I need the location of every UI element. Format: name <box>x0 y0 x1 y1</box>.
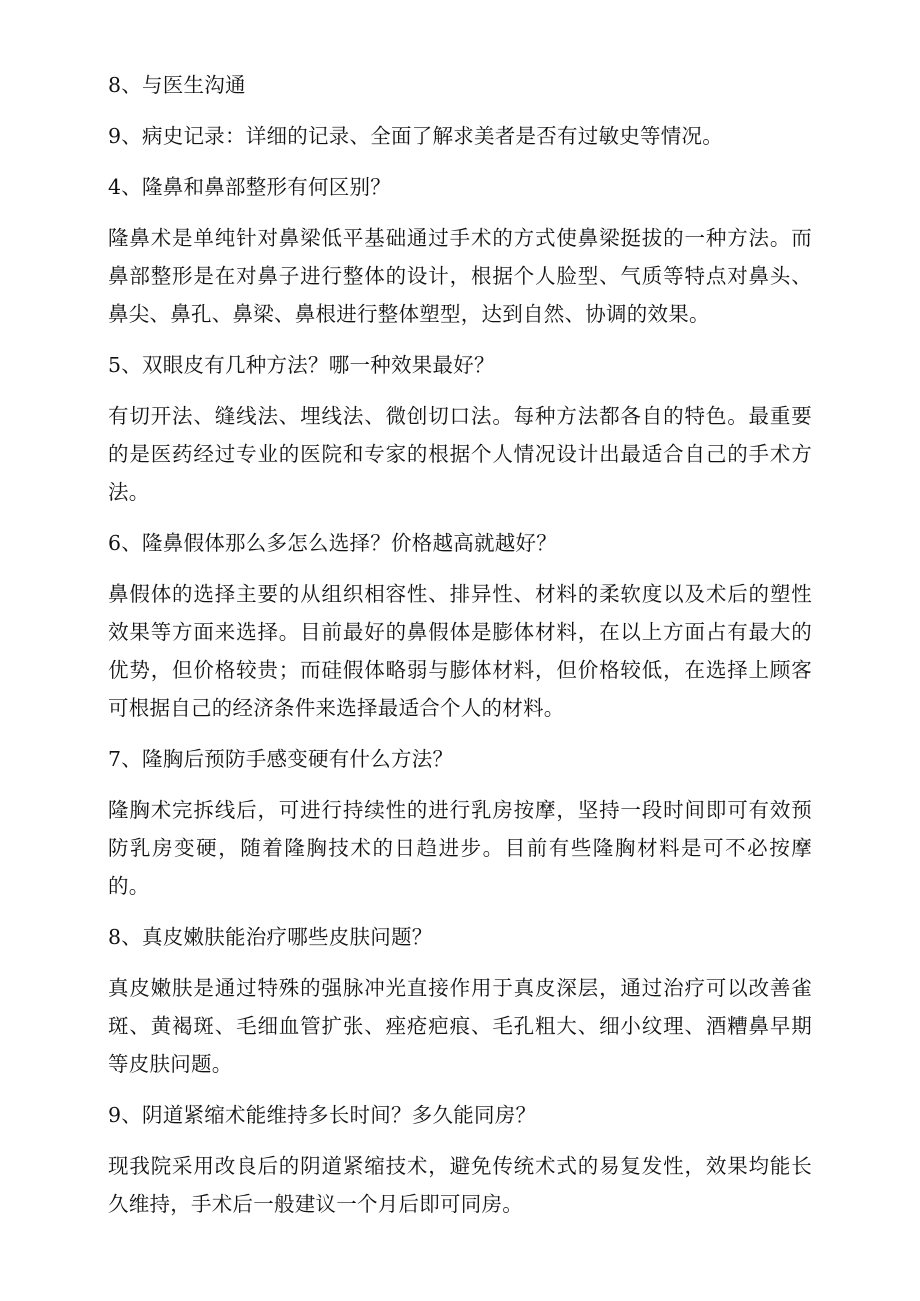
question-4: 4、隆鼻和鼻部整形有何区别？ <box>108 175 392 199</box>
answer-9: 现我院采用改良后的阴道紧缩技术，避免传统术式的易复发性，效果均能长久维持，手术后一般建议一个月后即可同房。 <box>108 1154 812 1216</box>
question-8: 8、真皮嫩肤能治疗哪些皮肤问题？ <box>108 925 433 949</box>
list-item-communicate-doctor: 8、与医生沟通 <box>108 73 246 97</box>
answer-8: 真皮嫩肤是通过特殊的强脉冲光直接作用于真皮深层，通过治疗可以改善雀斑、黄褐斑、毛细血管扩张、痤疮疤痕、毛孔粗大、细小纹理、酒糟鼻早期等皮肤问题。 <box>108 976 812 1076</box>
question-6: 6、隆鼻假体那么多怎么选择？价格越高就越好？ <box>108 531 558 555</box>
question-5: 5、双眼皮有几种方法？哪一种效果最好？ <box>108 353 495 377</box>
answer-6: 鼻假体的选择主要的从组织相容性、排异性、材料的柔软度以及术后的塑性效果等方面来选择。目前最好的鼻假体是膨体材料，在以上方面占有最大的优势，但价格较贵；而硅假体略弱与膨体材料，但价格较低，在选择上顾客可根据自己的经济条件来选择最适合个人的材料。 <box>108 582 812 720</box>
answer-5: 有切开法、缝线法、埋线法、微创切口法。每种方法都各自的特色。最重要的是医药经过专业的医院和专家的根据个人情况设计出最适合自己的手术方法。 <box>108 404 812 504</box>
list-item-medical-history: 9、病史记录：详细的记录、全面了解求美者是否有过敏史等情况。 <box>108 124 724 148</box>
answer-7: 隆胸术完拆线后，可进行持续性的进行乳房按摩，坚持一段时间即可有效预防乳房变硬，随着隆胸技术的日趋进步。目前有些隆胸材料是可不必按摩的。 <box>108 798 812 898</box>
question-7: 7、隆胸后预防手感变硬有什么方法？ <box>108 747 454 771</box>
question-9: 9、阴道紧缩术能维持多长时间？多久能同房？ <box>108 1103 537 1127</box>
document-body <box>108 66 812 1236</box>
answer-4: 隆鼻术是单纯针对鼻梁低平基础通过手术的方式使鼻梁挺拔的一种方法。而鼻部整形是在对鼻子进行整体的设计，根据个人脸型、气质等特点对鼻头、鼻尖、鼻孔、鼻梁、鼻根进行整体塑型，达到自然、协调的效果。 <box>108 226 812 326</box>
